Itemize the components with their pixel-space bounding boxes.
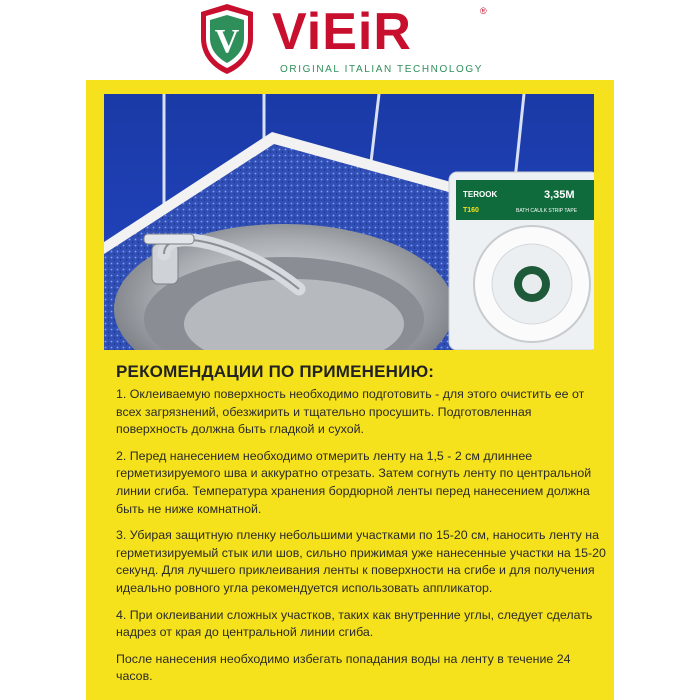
registered-mark: ® xyxy=(480,6,487,16)
brand-tagline: ORIGINAL ITALIAN TECHNOLOGY xyxy=(280,64,484,75)
instruction-step-3: 3. Убирая защитную пленку небольшими участками по 15-20 см, наносить ленту на герметизируемый стык или шов, сильно прижимая уже нанесенные участки на 15-20 секунд. Для лучшего приклеивания ленты к поверхности на сгибе и для получения идеально ровного угла рекомендуется использовать аппликатор. xyxy=(116,528,606,595)
instruction-step-4: 4. При оклеивании сложных участков, таких как внутренние углы, следует сделать надрез от края до центральной линии сгиба. xyxy=(116,607,593,640)
sink-photo-icon xyxy=(104,94,594,350)
brand-name: ViEiR xyxy=(272,3,412,61)
svg-text:BATH CAULK STRIP TAPE: BATH CAULK STRIP TAPE xyxy=(516,208,578,214)
shield-logo-icon xyxy=(197,2,257,76)
instruction-steps xyxy=(116,386,606,695)
instruction-step-1: 1. Оклеиваемую поверхность необходимо подготовить - для этого очистить ее от всех загрязнений, обезжирить и тщательно просушить. Подготовленная поверхность должна быть гладкой и сухой. xyxy=(116,387,585,437)
svg-text:T160: T160 xyxy=(463,207,479,214)
instruction-note: После нанесения необходимо избегать попадания воды на ленту в течение 24 часов. xyxy=(116,651,571,684)
product-photo xyxy=(104,94,594,350)
instruction-panel xyxy=(86,80,614,700)
svg-text:TEROOK: TEROOK xyxy=(463,190,498,199)
svg-text:V: V xyxy=(214,23,240,60)
instruction-step-2: 2. Перед нанесением необходимо отмерить ленту на 1,5 - 2 см длиннее герметизируемого шва и аккуратно отрезать. Затем согнуть ленту по центральной линии сгиба. Температура хранения бордюрной ленты перед нанесением должна быть не ниже комнатной. xyxy=(116,448,592,516)
recommendations-heading: РЕКОМЕНДАЦИИ ПО ПРИМЕНЕНИЮ: xyxy=(116,362,435,381)
svg-text:3,35M: 3,35M xyxy=(544,189,575,201)
logo-header xyxy=(0,0,700,80)
